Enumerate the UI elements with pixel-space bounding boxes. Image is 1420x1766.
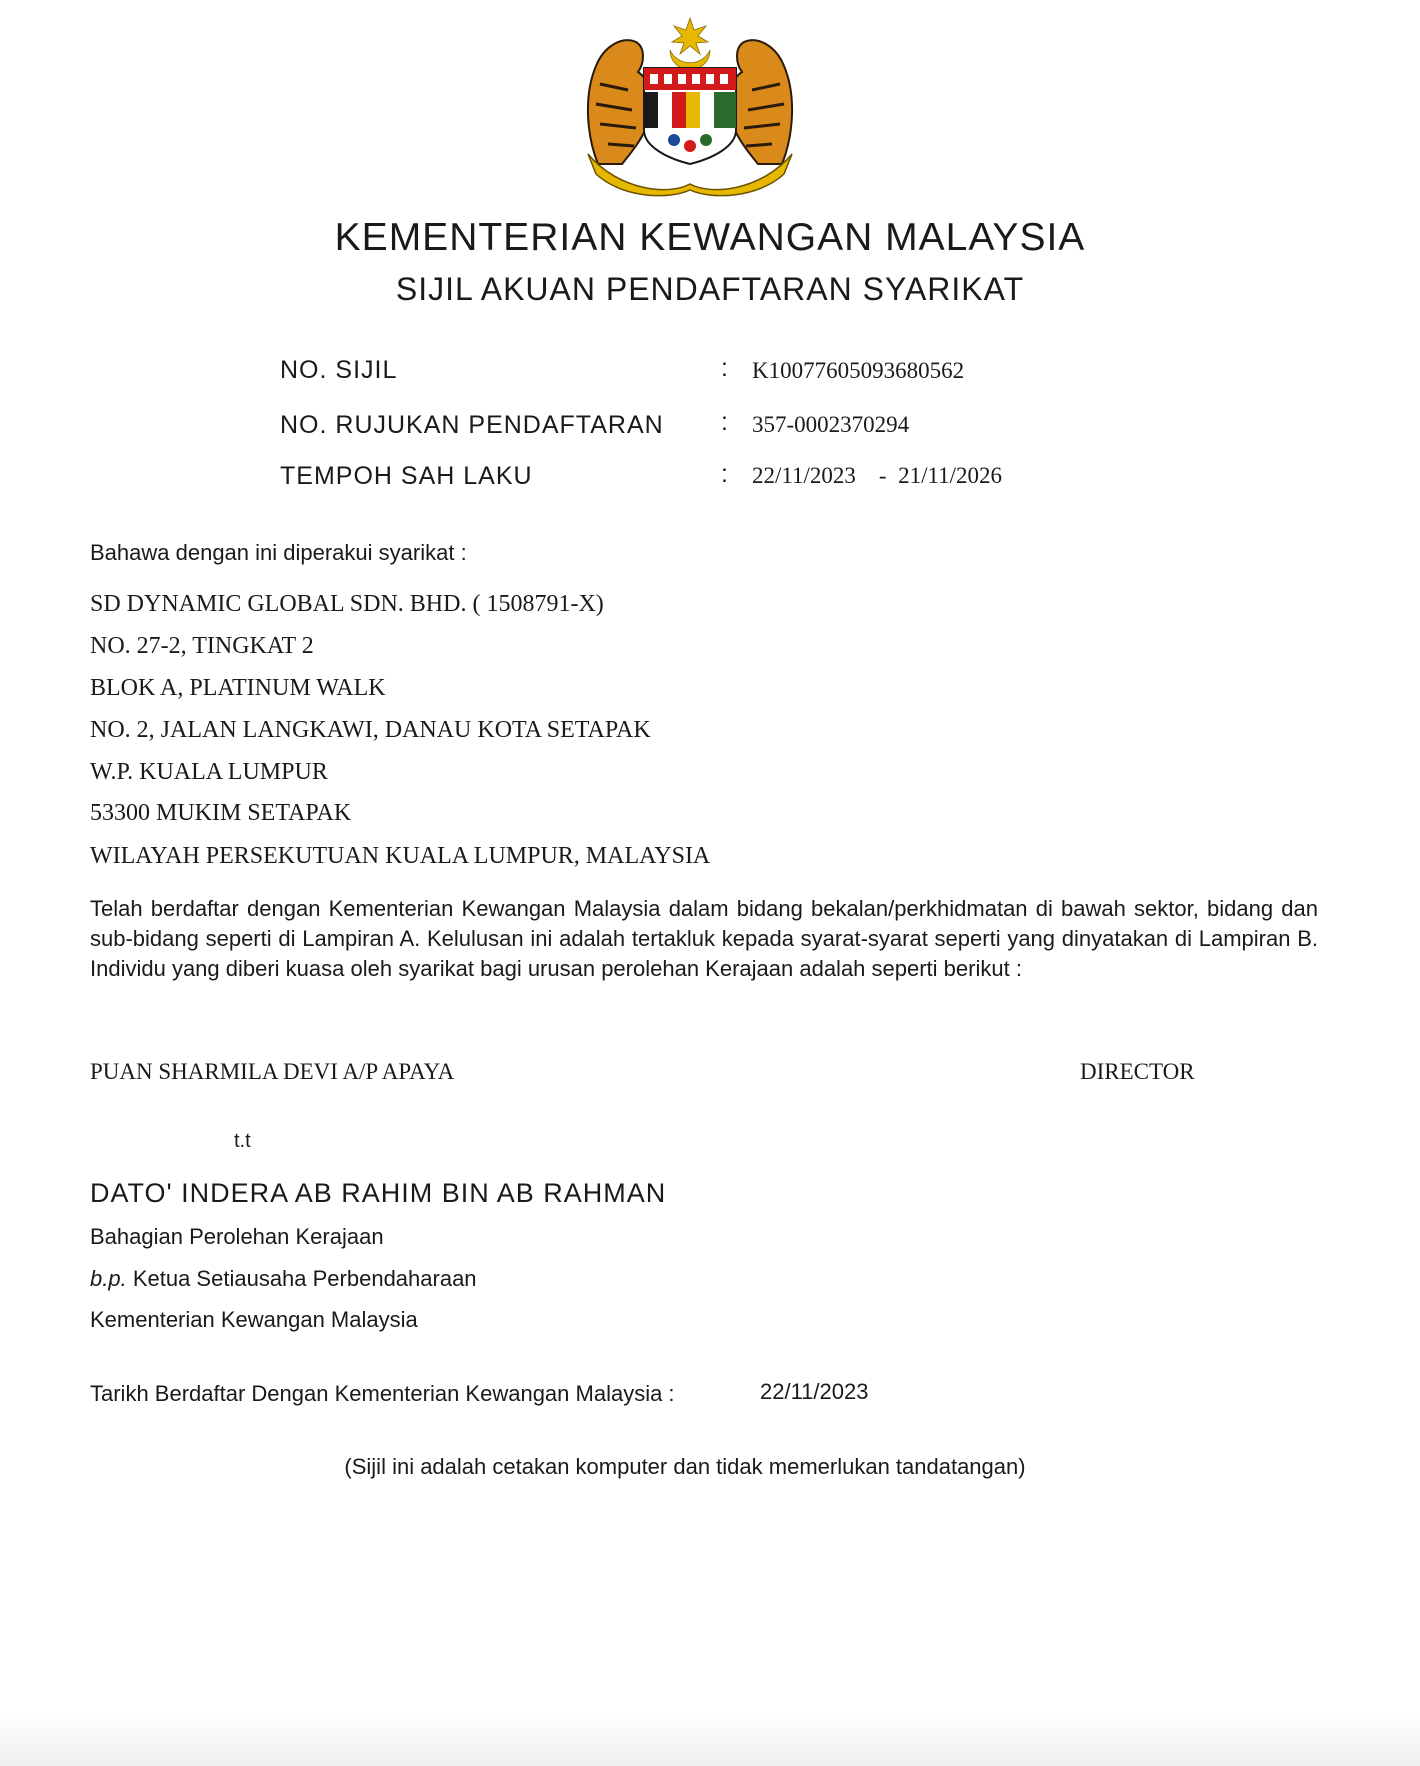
authorized-person-name: PUAN SHARMILA DEVI A/P APAYA (90, 1059, 455, 1084)
signatory-ministry: Kementerian Kewangan Malaysia (90, 1307, 418, 1332)
ministry-title: KEMENTERIAN KEWANGAN MALAYSIA (334, 216, 1086, 259)
authorized-person-position: DIRECTOR (1080, 1059, 1195, 1084)
registration-date-value: 22/11/2023 (760, 1379, 869, 1404)
detail-label-no-rujukan: NO. RUJUKAN PENDAFTARAN (280, 411, 664, 439)
coat-of-arms-logo (578, 14, 802, 198)
address-line: WILAYAH PERSEKUTUAN KUALA LUMPUR, MALAYSIA (90, 843, 711, 869)
address-line: BLOK A, PLATINUM WALK (90, 675, 386, 701)
detail-value-tempoh: 22/11/2023 - 21/11/2026 (752, 463, 1003, 488)
address-line: NO. 27-2, TINGKAT 2 (90, 633, 314, 659)
detail-label-tempoh: TEMPOH SAH LAKU (280, 462, 533, 490)
certificate-title: SIJIL AKUAN PENDAFTARAN SYARIKAT (395, 271, 1025, 307)
detail-separator: : (721, 354, 728, 382)
detail-label-no-sijil: NO. SIJIL (280, 356, 398, 384)
registration-date-label: Tarikh Berdaftar Dengan Kementerian Kewangan Malaysia : (90, 1381, 675, 1406)
detail-separator: : (721, 408, 728, 436)
signatory-title (90, 1266, 477, 1292)
bp-abbreviation: b.p. (90, 1266, 127, 1291)
company-name: SD DYNAMIC GLOBAL SDN. BHD. ( 1508791-X) (90, 591, 604, 617)
tt-mark: t.t (234, 1130, 251, 1152)
signatory-name: DATO' INDERA AB RAHIM BIN AB RAHMAN (90, 1178, 667, 1208)
signatory-title-text: Ketua Setiausaha Perbendaharaan (132, 1266, 477, 1291)
address-line: W.P. KUALA LUMPUR (90, 759, 328, 785)
address-line: 53300 MUKIM SETAPAK (90, 800, 352, 826)
detail-separator: : (721, 460, 728, 488)
detail-value-no-sijil: K10077605093680562 (752, 358, 965, 383)
address-line: NO. 2, JALAN LANGKAWI, DANAU KOTA SETAPAK (90, 717, 651, 743)
body-paragraph: Telah berdaftar dengan Kementerian Kewangan Malaysia dalam bidang bekalan/perkhidmatan di bawah sektor, bidang dan sub-bidang seperti di Lampiran A. Kelulusan ini adalah tertakluk kepada syarat-syarat seperti yang dinyatakan di Lampiran B. Individu yang diberi kuasa oleh syarikat bagi urusan perolehan Kerajaan adalah seperti berikut : (90, 896, 1318, 981)
detail-value-no-rujukan: 357-0002370294 (752, 412, 910, 437)
page-bottom-edge (0, 1710, 1420, 1766)
computer-print-note: (Sijil ini adalah cetakan komputer dan tidak memerlukan tandatangan) (344, 1454, 1026, 1479)
signatory-division: Bahagian Perolehan Kerajaan (90, 1224, 384, 1249)
intro-text: Bahawa dengan ini diperakui syarikat : (90, 540, 467, 565)
